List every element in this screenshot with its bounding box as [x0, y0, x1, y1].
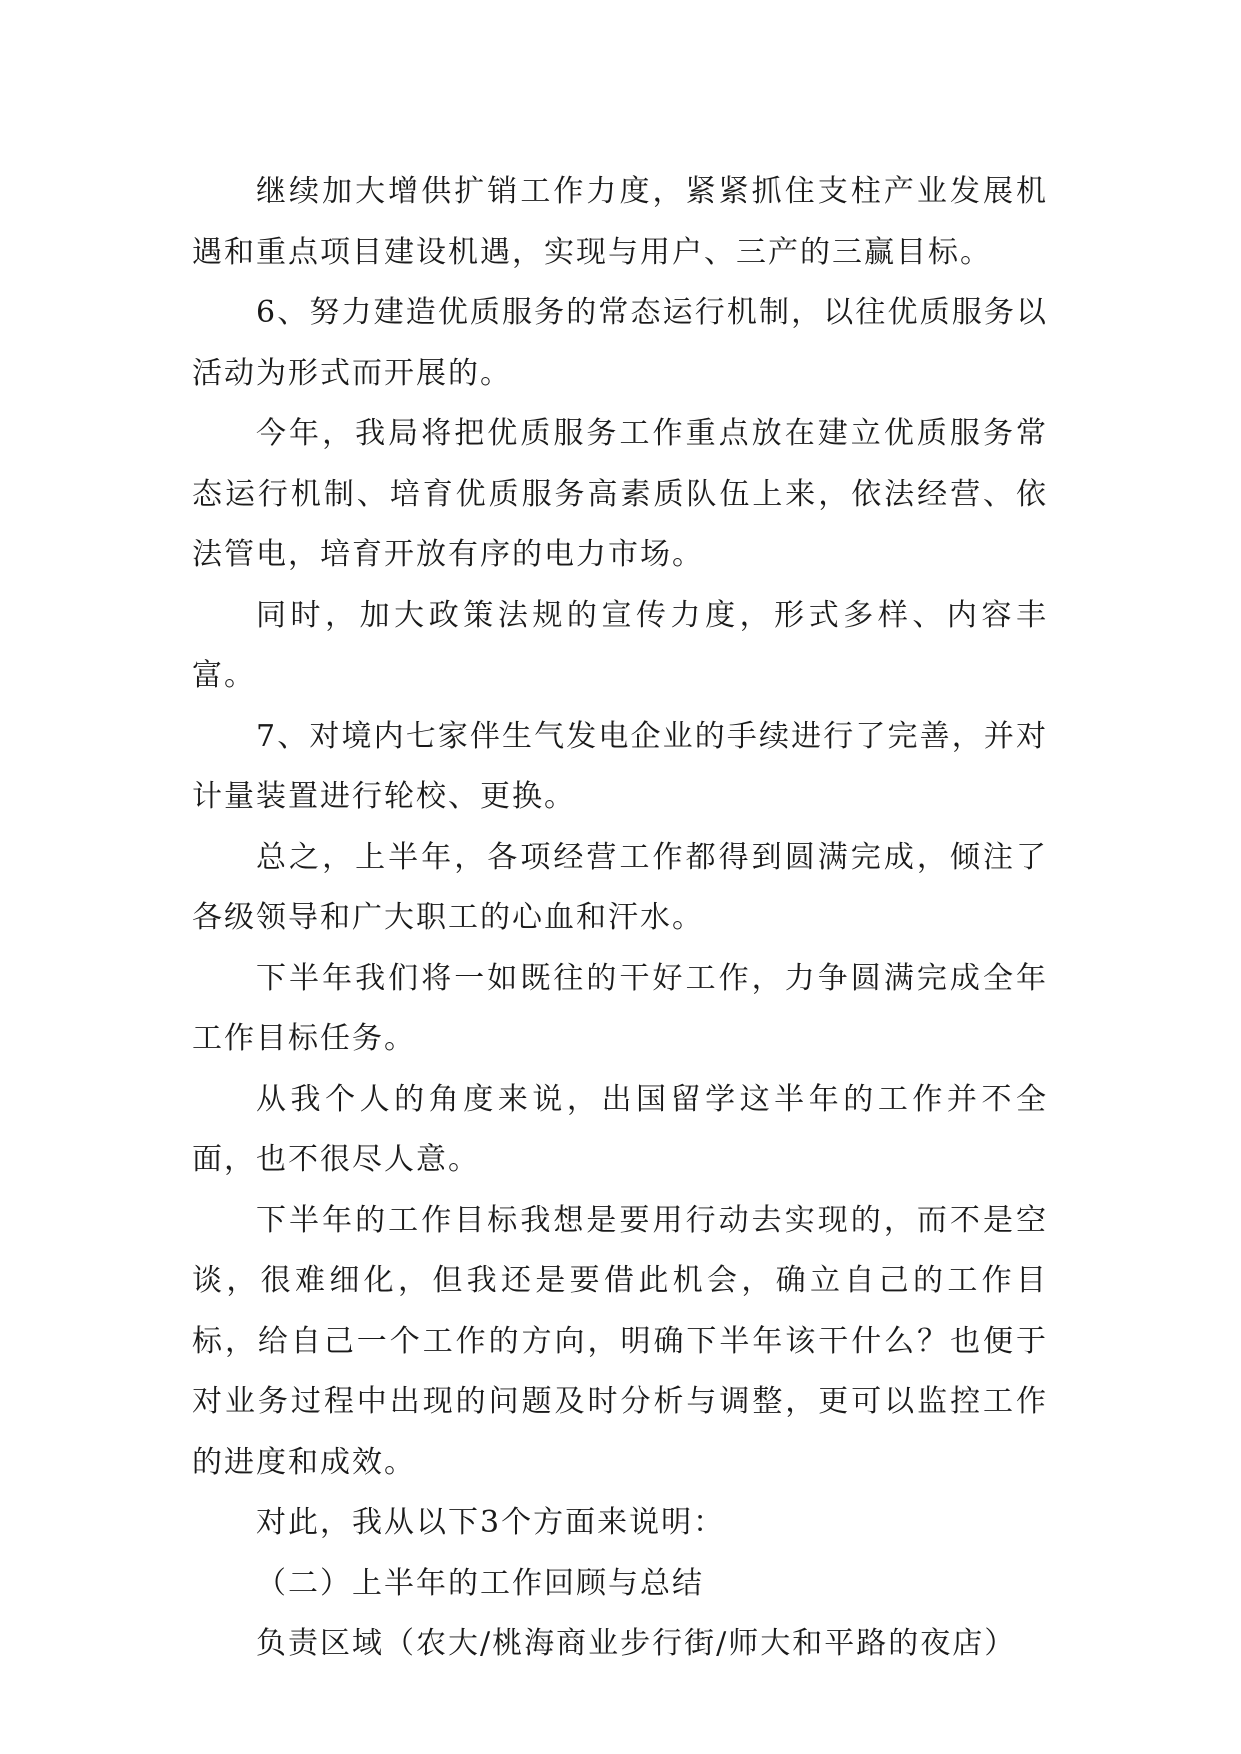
- paragraph: 对此，我从以下3个方面来说明：: [256, 1505, 726, 1540]
- paragraph: 下半年的工作目标我想是要用行动去实现的，而不是空谈，很难细化，但我还是要借此机会，确立自己的工作目标，给自己一个工作的方向，明确下半年该干什么？也便于对业务过程中出现的问题及时分析与调整，更可以监控工作的进度和成效。: [192, 1202, 1048, 1480]
- paragraph: 今年，我局将把优质服务工作重点放在建立优质服务常态运行机制、培育优质服务高素质队伍上来，依法经营、依法管电，培育开放有序的电力市场。: [192, 416, 1048, 572]
- paragraph: 下半年我们将一如既往的干好工作，力争圆满完成全年工作目标任务。: [192, 960, 1048, 1056]
- document-body: [192, 162, 1048, 1675]
- paragraph: 6、努力建造优质服务的常态运行机制，以往优质服务以活动为形式而开展的。: [192, 295, 1048, 391]
- paragraph: 继续加大增供扩销工作力度，紧紧抓住支柱产业发展机遇和重点项目建设机遇，实现与用户、三产的三赢目标。: [192, 174, 1048, 270]
- paragraph: 同时，加大政策法规的宣传力度，形式多样、内容丰富。: [192, 597, 1048, 693]
- paragraph: 7、对境内七家伴生气发电企业的手续进行了完善，并对计量装置进行轮校、更换。: [192, 718, 1048, 814]
- paragraph: 负责区域（农大/桃海商业步行街/师大和平路的夜店）: [256, 1626, 1017, 1661]
- section-heading: （二）上半年的工作回顾与总结: [256, 1565, 704, 1601]
- paragraph: 总之，上半年，各项经营工作都得到圆满完成，倾注了各级领导和广大职工的心血和汗水。: [192, 839, 1048, 935]
- paragraph: 从我个人的角度来说，出国留学这半年的工作并不全面，也不很尽人意。: [192, 1081, 1048, 1177]
